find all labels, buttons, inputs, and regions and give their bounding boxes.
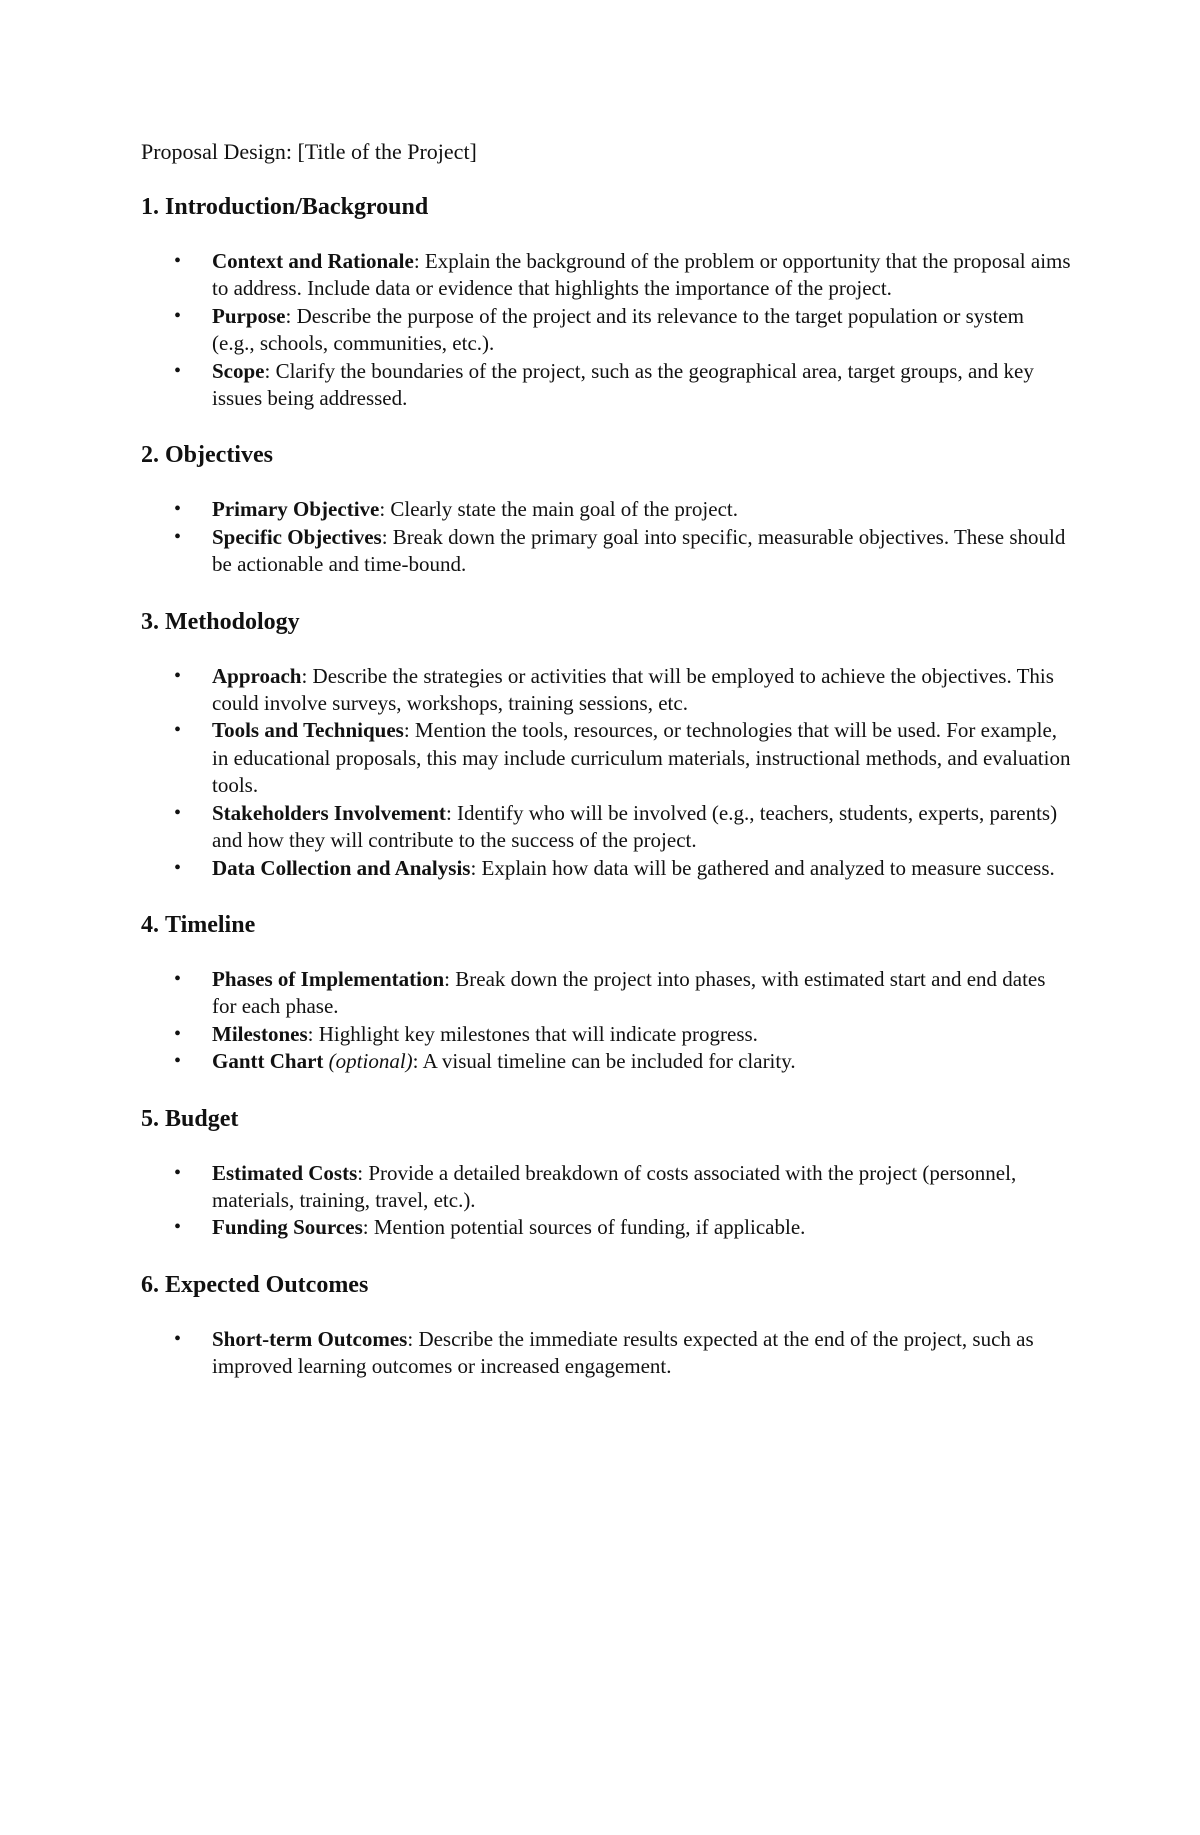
section-title: Objectives (165, 442, 273, 469)
section-expected-outcomes (141, 1270, 1071, 1381)
item-term: Primary Objective (212, 497, 380, 522)
list-item (141, 1160, 1071, 1215)
item-text: : Provide a detailed breakdown of costs associated with the project (personnel, materials, training, travel, etc.). (212, 1160, 1017, 1212)
item-text: : Break down the project into phases, with estimated start and end dates for each phase. (212, 966, 1046, 1019)
list-item (141, 663, 1071, 718)
list-item (141, 358, 1071, 413)
list-item (141, 303, 1071, 358)
item-text: : Clarify the boundaries of the project, such as the geographical area, target groups, and key issues being addressed. (212, 358, 1034, 411)
section-heading (141, 1270, 1071, 1300)
section-objectives (141, 440, 1071, 578)
section-heading (141, 910, 1071, 940)
bullet-list (141, 496, 1071, 578)
bullet-icon: • (174, 719, 182, 742)
item-text: : Break down the primary goal into specific, measurable objectives. These should be actionable and time-bound. (212, 524, 1066, 577)
item-text: : Describe the immediate results expected at the end of the project, such as improved learning outcomes or increased engagement. (212, 1326, 1034, 1379)
bullet-list (141, 966, 1071, 1076)
item-term: Data Collection and Analysis (212, 855, 471, 880)
section-title: Methodology (165, 608, 300, 635)
bullet-icon: • (174, 1327, 182, 1350)
section-title: Introduction/Background (165, 194, 429, 220)
section-heading (141, 440, 1071, 470)
section-methodology (141, 607, 1071, 882)
item-text: : Explain the background of the problem or opportunity that the proposal aims to address. Include data or evidence that highlights the importance of the project. (212, 249, 1071, 301)
item-text: : Clearly state the main goal of the project. (379, 497, 738, 522)
bullet-icon: • (174, 1022, 182, 1045)
section-number: 2. (141, 442, 159, 469)
item-term: Scope (212, 358, 265, 383)
item-term: Context and Rationale (212, 249, 414, 273)
bullet-icon: • (174, 1161, 182, 1184)
bullet-list (141, 663, 1071, 882)
list-item (141, 248, 1071, 303)
list-item (141, 1021, 1071, 1048)
list-item (141, 800, 1071, 855)
section-heading (141, 1104, 1071, 1134)
bullet-icon: • (174, 525, 182, 548)
item-text: : Mention potential sources of funding, if applicable. (362, 1215, 806, 1240)
bullet-icon: • (174, 856, 182, 879)
item-term: Stakeholders Involvement (212, 800, 446, 825)
bullet-icon: • (174, 664, 182, 687)
bullet-list (141, 1326, 1071, 1381)
item-term: Approach (212, 663, 302, 688)
section-number: 5. (141, 1105, 159, 1132)
bullet-icon: • (174, 1050, 182, 1073)
item-note: (optional) (328, 1049, 413, 1074)
item-term: Tools and Techniques (212, 718, 404, 743)
item-term: Phases of Implementation (212, 966, 445, 991)
document-page (141, 138, 1071, 1409)
section-title: Expected Outcomes (165, 1271, 369, 1298)
bullet-icon: • (174, 498, 182, 521)
item-text: : Mention the tools, resources, or technologies that will be used. For example, in educational proposals, this may include curriculum materials, instructional methods, and evaluation tools. (212, 718, 1071, 798)
item-term: Purpose (212, 303, 286, 328)
bullet-icon: • (174, 304, 182, 327)
item-term: Gantt Chart (212, 1049, 324, 1074)
section-timeline (141, 910, 1071, 1076)
item-text: : Describe the strategies or activities that will be employed to achieve the objectives. This could involve surveys, workshops, training sessions, etc. (212, 663, 1054, 716)
bullet-icon: • (174, 967, 182, 990)
section-number: 4. (141, 911, 159, 938)
section-introduction (141, 192, 1071, 412)
list-item (141, 966, 1071, 1021)
bullet-list (141, 248, 1071, 412)
list-item (141, 717, 1071, 799)
list-item (141, 524, 1071, 579)
section-heading (141, 192, 1071, 222)
bullet-icon: • (174, 801, 182, 824)
bullet-icon: • (174, 250, 182, 272)
bullet-list (141, 1160, 1071, 1242)
section-heading (141, 607, 1071, 637)
list-item (141, 1326, 1071, 1381)
item-term: Specific Objectives (212, 524, 382, 549)
item-text: : Describe the purpose of the project and its relevance to the target population or system (e.g., schools, communities, etc.). (212, 303, 1024, 356)
item-text: : A visual timeline can be included for clarity. (412, 1049, 796, 1074)
list-item (141, 855, 1071, 882)
section-title: Timeline (165, 911, 256, 938)
item-text: : Explain how data will be gathered and analyzed to measure success. (470, 855, 1055, 880)
item-term: Milestones (212, 1021, 308, 1046)
list-item (141, 1048, 1071, 1075)
section-number: 3. (141, 608, 159, 635)
document-title: Proposal Design: [Title of the Project] (141, 139, 477, 164)
list-item (141, 1214, 1071, 1241)
item-text: : Highlight key milestones that will indicate progress. (307, 1021, 758, 1046)
section-title: Budget (165, 1105, 239, 1132)
item-term: Estimated Costs (212, 1160, 358, 1185)
bullet-icon: • (174, 359, 182, 382)
section-number: 6. (141, 1271, 159, 1298)
section-number: 1. (141, 194, 159, 220)
bullet-icon: • (174, 1216, 182, 1239)
list-item (141, 496, 1071, 523)
item-text: : Identify who will be involved (e.g., teachers, students, experts, parents) and how they will contribute to the success of the project. (212, 800, 1058, 853)
item-term: Short-term Outcomes (212, 1326, 408, 1351)
section-budget (141, 1104, 1071, 1242)
item-term: Funding Sources (212, 1215, 363, 1240)
